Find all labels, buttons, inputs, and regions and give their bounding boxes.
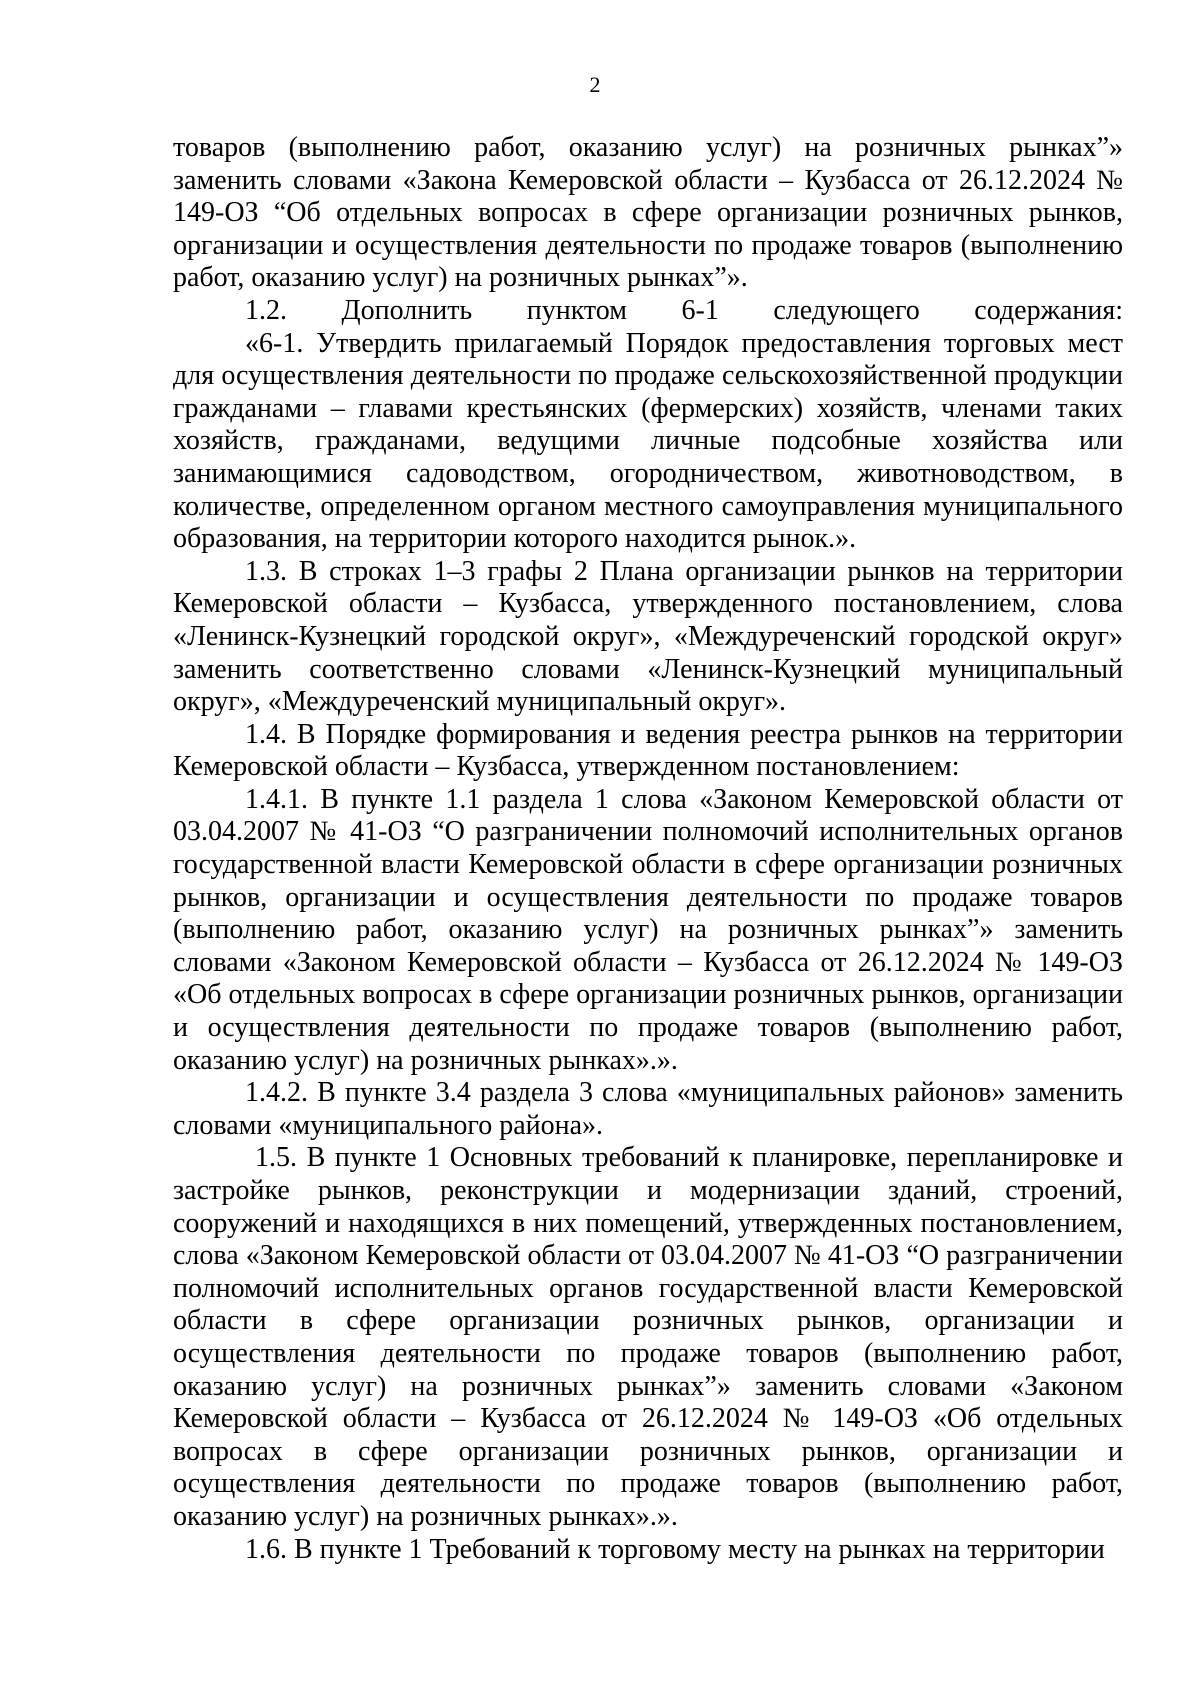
paragraph-continuation: товаров (выполнению работ, оказанию услуг) на розничных рынках”» заменить словами «Закона Кемеровской области – Кузбасса от 26.12.2024 № 149-ОЗ “Об отдельных вопросах в сфере организации розничных рынков, организации и осуществления деятельности по продаже товаров (выполнению работ, оказанию услуг) на розничных рынках”». bbox=[173, 132, 1123, 294]
page-number: 2 bbox=[589, 72, 601, 97]
document-body bbox=[173, 132, 1123, 1566]
paragraph-6-1: «6-1. Утвердить прилагаемый Порядок предоставления торговых мест для осуществления деятельности по продаже сельскохозяйственной продукции гражданами – главами крестьянских (фермерских) хозяйств, членами таких хозяйств, гражданами, ведущими личные подсобные хозяйства или занимающимися садоводством, огородничеством, животноводством, в количестве, определенном органом местного самоуправления муниципального образования, на территории которого находится рынок.». bbox=[173, 327, 1123, 555]
paragraph-1-3: 1.3. В строках 1–3 графы 2 Плана организации рынков на территории Кемеровской области – Кузбасса, утвержденного постановлением, слова «Ленинск-Кузнецкий городской округ», «Междуреченский городской округ» заменить соответственно словами «Ленинск-Кузнецкий муниципальный округ», «Междуреченский муниципальный округ». bbox=[173, 555, 1123, 718]
paragraph-1-4-1: 1.4.1. В пункте 1.1 раздела 1 слова «Законом Кемеровской области от 03.04.2007 № 41-ОЗ “О разграничении полномочий исполнительных органов государственной власти Кемеровской области в сфере организации розничных рынков, организации и осуществления деятельности по продаже товаров (выполнению работ, оказанию услуг) на розничных рынках”» заменить словами «Законом Кемеровской области – Кузбасса от 26.12.2024 № 149-ОЗ «Об отдельных вопросах в сфере организации розничных рынков, организации и осуществления деятельности по продаже товаров (выполнению работ, оказанию услуг) на розничных рынках».». bbox=[173, 783, 1123, 1076]
paragraph-1-5: 1.5. В пункте 1 Основных требований к планировке, перепланировке и застройке рынков, реконструкции и модернизации зданий, строений, сооружений и находящихся в них помещений, утвержденных постановлением, слова «Законом Кемеровской области от 03.04.2007 № 41-ОЗ “О разграничении полномочий исполнительных органов государственной власти Кемеровской области в сфере организации розничных рынков, организации и осуществления деятельности по продаже товаров (выполнению работ, оказанию услуг) на розничных рынках”» заменить словами «Законом Кемеровской области – Кузбасса от 26.12.2024 № 149-ОЗ «Об отдельных вопросах в сфере организации розничных рынков, организации и осуществления деятельности по продаже товаров (выполнению работ, оказанию услуг) на розничных рынках».». bbox=[173, 1142, 1123, 1532]
paragraph-1-6: 1.6. В пункте 1 Требований к торговому месту на рынках на территории bbox=[245, 1533, 1105, 1565]
paragraph-1-2: 1.2. Дополнить пунктом 6-1 следующего содержания: bbox=[245, 294, 1123, 326]
paragraph-1-4-2: 1.4.2. В пункте 3.4 раздела 3 слова «муниципальных районов» заменить словами «муниципального района». bbox=[173, 1077, 1123, 1141]
paragraph-1-4: 1.4. В Порядке формирования и ведения реестра рынков на территории Кемеровской области – Кузбасса, утвержденном постановлением: bbox=[173, 718, 1123, 783]
